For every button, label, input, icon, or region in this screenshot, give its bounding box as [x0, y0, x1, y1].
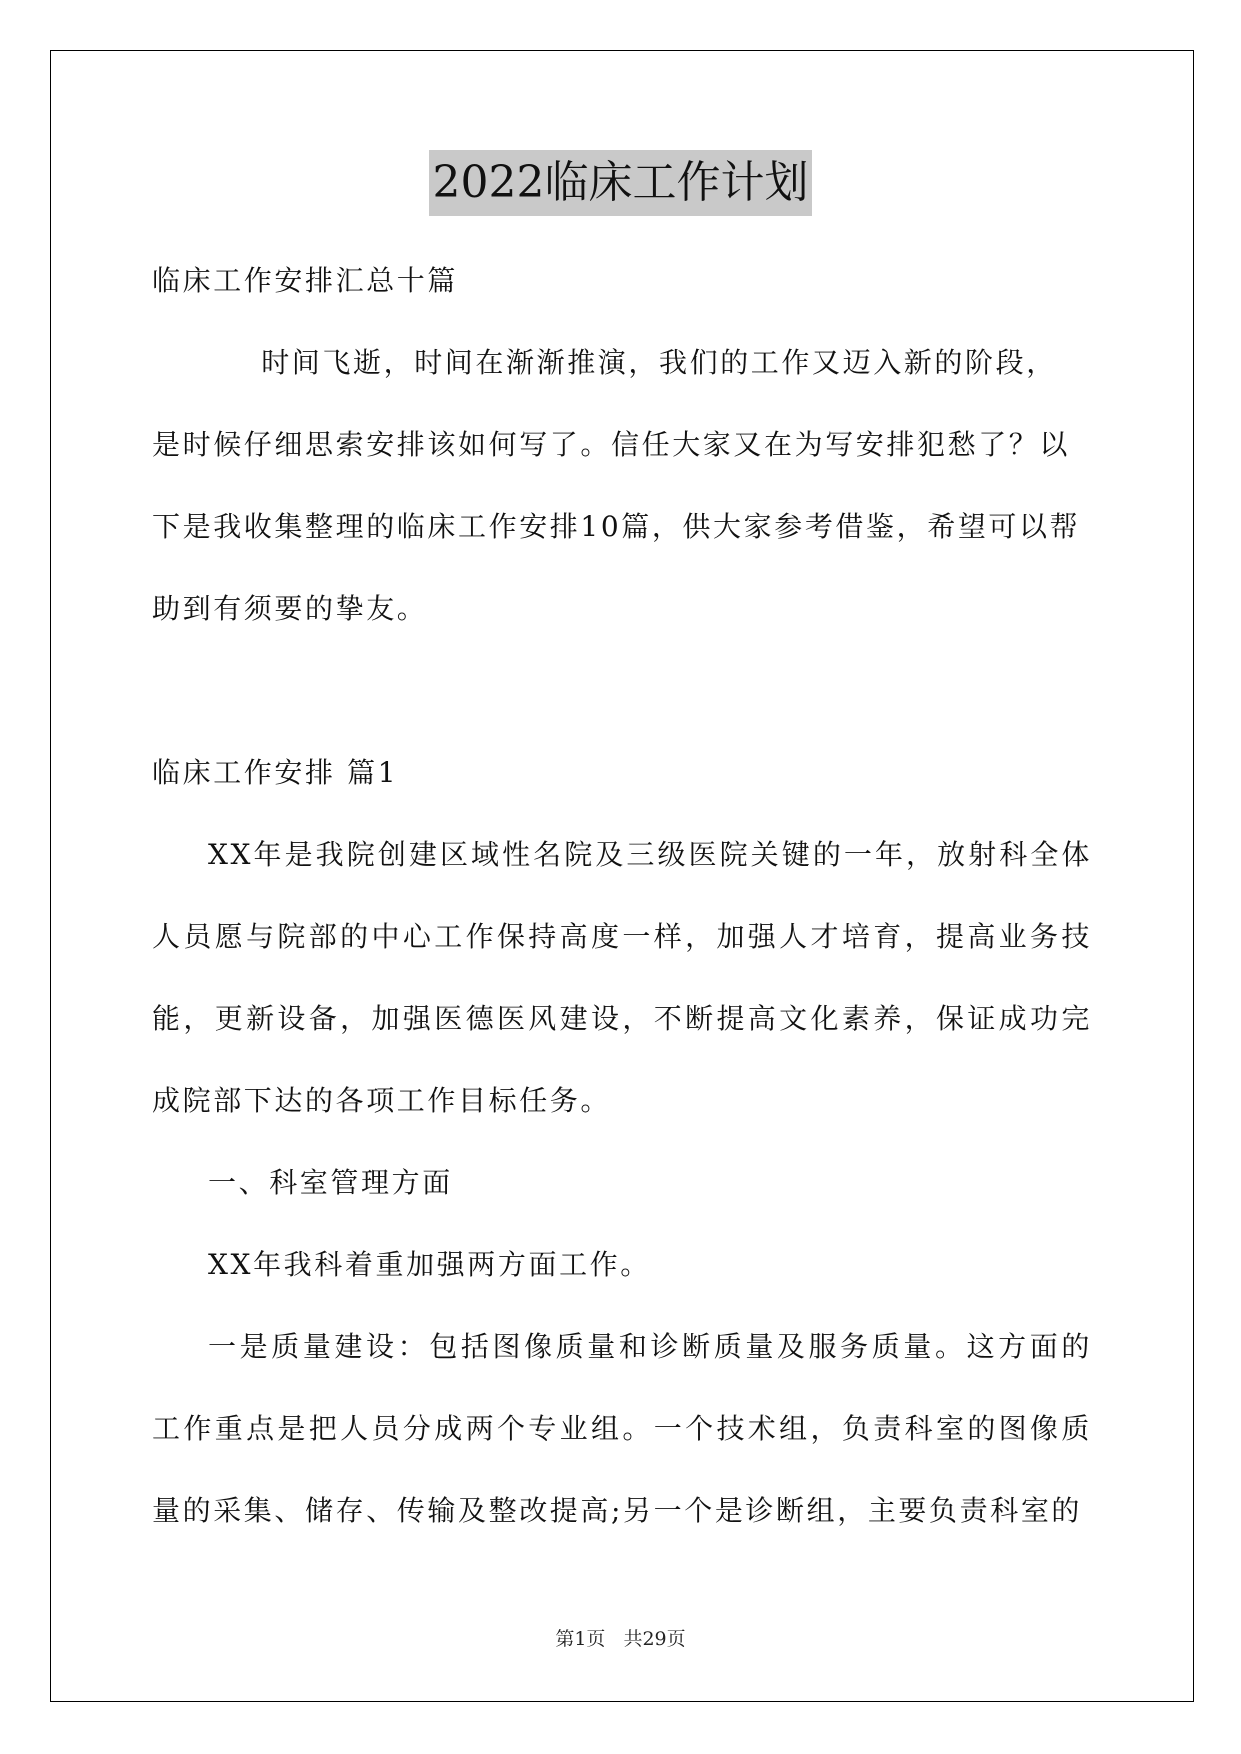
- page-number: 第1页: [555, 1628, 606, 1650]
- document-title-text: 2022临床工作计划: [429, 150, 813, 216]
- subheading-1: 一、科室管理方面: [208, 1166, 453, 1199]
- blank-line: [152, 650, 1092, 732]
- intro-line-2: 是时候仔细思索安排该如何写了。信任大家又在为写安排犯愁了？以: [152, 428, 1071, 461]
- intro-line-1: 时间飞逝，时间在渐渐推演，我们的工作又迈入新的阶段，: [261, 346, 1057, 379]
- intro-line-4: 助到有须要的挚友。: [152, 592, 428, 625]
- page-footer: [0, 1624, 1241, 1651]
- document-body: [152, 240, 1092, 1552]
- intro-line-3: 下是我收集整理的临床工作安排10篇，供大家参考借鉴，希望可以帮: [152, 510, 1081, 543]
- paragraph-3: 一是质量建设：包括图像质量和诊断质量及服务质量。这方面的工作重点是把人员分成两个专业组。一个技术组，负责科室的图像质量的采集、储存、传输及整改提高;另一个是诊断组，主要负责科室的: [152, 1330, 1092, 1527]
- section-heading: 临床工作安排 篇1: [152, 756, 399, 789]
- page-total: 共29页: [623, 1628, 686, 1650]
- paragraph-1: XX年是我院创建区域性名院及三级医院关键的一年，放射科全体人员愿与院部的中心工作保持高度一样，加强人才培育，提高业务技能，更新设备，加强医德医风建设，不断提高文化素养，保证成功完成院部下达的各项工作目标任务。: [152, 838, 1092, 1117]
- paragraph-2: XX年我科着重加强两方面工作。: [208, 1248, 651, 1281]
- document-title: [0, 150, 1241, 216]
- subtitle: 临床工作安排汇总十篇: [152, 264, 459, 297]
